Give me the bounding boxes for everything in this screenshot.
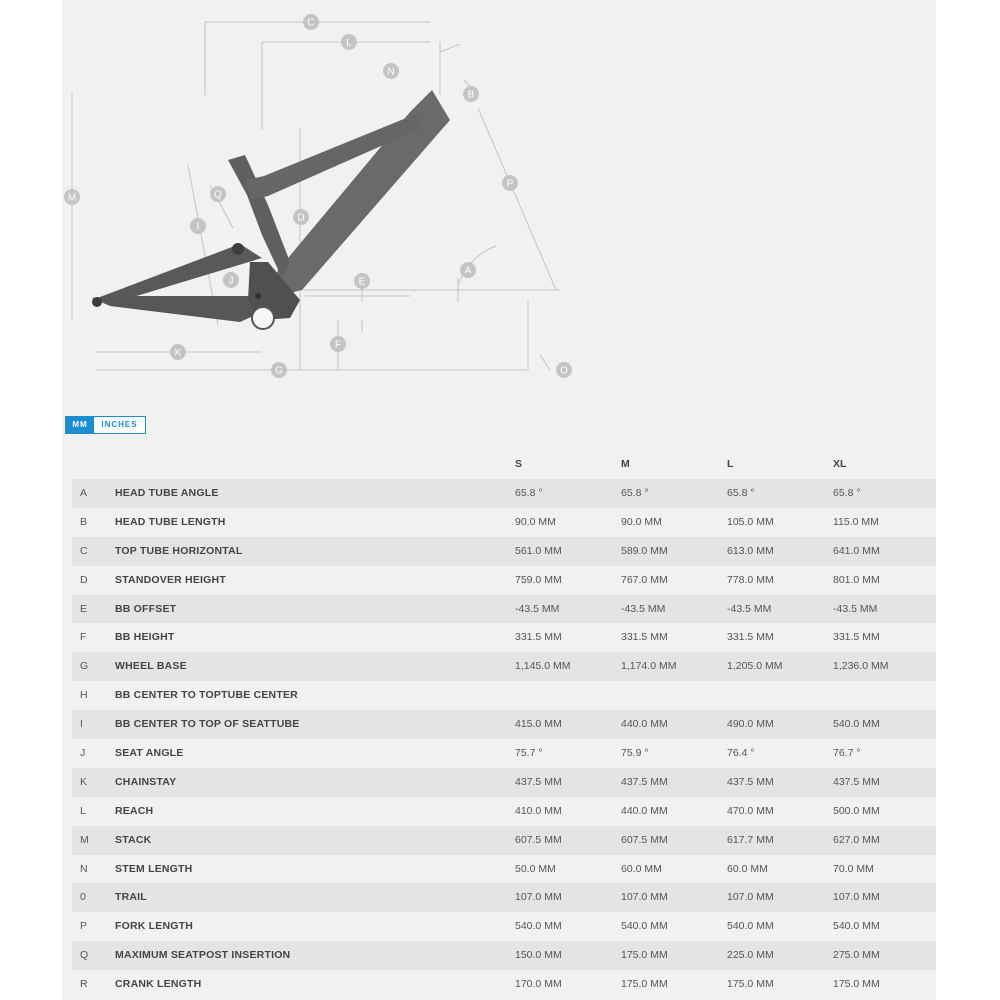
row-code: P [80, 920, 88, 933]
row-value: 490.0 MM [727, 718, 774, 731]
callout-m [64, 189, 80, 205]
row-label: MAXIMUM SEATPOST INSERTION [115, 949, 291, 962]
row-code: B [80, 515, 88, 528]
dimension-lines [72, 22, 560, 370]
callout-k [170, 344, 186, 360]
row-value: 107.0 MM [621, 891, 668, 904]
row-value: 175.0 MM [621, 949, 668, 962]
row-value: -43.5 MM [833, 602, 878, 615]
row-code: R [80, 978, 88, 991]
row-value: 76.7 ° [833, 747, 861, 760]
row-label: WHEEL BASE [115, 660, 187, 673]
row-value: 76.4 ° [727, 747, 755, 760]
row-value: 175.0 MM [621, 978, 668, 991]
row-value: 1,236.0 MM [833, 660, 889, 673]
row-value: 225.0 MM [727, 949, 774, 962]
table-row [72, 652, 936, 681]
row-label: REACH [115, 804, 154, 817]
svg-text:J: J [228, 275, 234, 287]
row-value: 60.0 MM [727, 862, 768, 875]
row-code: N [80, 862, 88, 875]
row-code: D [80, 573, 88, 586]
row-value: 540.0 MM [833, 920, 880, 933]
svg-text:A: A [464, 265, 472, 277]
callout-l [341, 34, 357, 50]
table-row [72, 797, 936, 826]
callout-f [330, 336, 346, 352]
svg-text:E: E [358, 276, 366, 288]
table-row [72, 855, 936, 884]
table-row [72, 970, 936, 999]
table-row [72, 941, 936, 970]
row-value: 437.5 MM [515, 775, 562, 788]
row-code: L [80, 804, 86, 817]
row-value: 440.0 MM [621, 718, 668, 731]
row-code: H [80, 689, 88, 702]
row-code: K [80, 775, 88, 788]
column-header: S [515, 458, 523, 470]
row-value: -43.5 MM [515, 602, 560, 615]
svg-text:C: C [307, 17, 315, 29]
row-value: 107.0 MM [515, 891, 562, 904]
callout-a [460, 262, 476, 278]
row-value: 105.0 MM [727, 515, 774, 528]
callout-e [354, 273, 370, 289]
row-value: 613.0 MM [727, 544, 774, 557]
row-value: 70.0 MM [833, 862, 874, 875]
svg-text:G: G [275, 365, 283, 377]
bike-frame [92, 90, 450, 329]
svg-text:Q: Q [214, 189, 222, 201]
row-value: 540.0 MM [727, 920, 774, 933]
table-body [72, 479, 936, 999]
row-value: 60.0 MM [621, 862, 662, 875]
row-label: HEAD TUBE LENGTH [115, 515, 226, 528]
row-value: 767.0 MM [621, 573, 668, 586]
row-value: 540.0 MM [515, 920, 562, 933]
geometry-table [72, 450, 936, 999]
callout-d [293, 209, 309, 225]
row-code: 0 [80, 891, 86, 904]
row-code: J [80, 747, 86, 760]
callout-c [303, 14, 319, 30]
row-code: G [80, 660, 89, 673]
row-label: BB OFFSET [115, 602, 177, 615]
column-header: M [621, 458, 630, 470]
row-value: 75.7 ° [515, 747, 543, 760]
row-value: 470.0 MM [727, 804, 774, 817]
row-value: 801.0 MM [833, 573, 880, 586]
table-row [72, 566, 936, 595]
table-row [72, 681, 936, 710]
row-label: SEAT ANGLE [115, 747, 184, 760]
row-value: 115.0 MM [833, 515, 879, 528]
callout-j [223, 272, 239, 288]
row-value: 175.0 MM [833, 978, 880, 991]
row-value: 415.0 MM [515, 718, 562, 731]
row-code: I [80, 718, 83, 731]
row-code: C [80, 544, 88, 557]
row-value: 627.0 MM [833, 833, 880, 846]
row-value: 641.0 MM [833, 544, 880, 557]
row-value: 170.0 MM [515, 978, 562, 991]
row-value: 540.0 MM [833, 718, 880, 731]
table-row [72, 710, 936, 739]
table-row [72, 826, 936, 855]
row-value: 617.7 MM [727, 833, 774, 846]
row-value: 561.0 MM [515, 544, 562, 557]
row-value: 500.0 MM [833, 804, 880, 817]
frame-geometry-diagram [0, 0, 1000, 400]
row-code: A [80, 487, 88, 499]
row-value: 331.5 MM [621, 631, 668, 644]
callout-o [556, 362, 572, 378]
row-value: 331.5 MM [727, 631, 774, 644]
row-value: 275.0 MM [833, 949, 880, 962]
row-label: TOP TUBE HORIZONTAL [115, 544, 243, 557]
row-value: 410.0 MM [515, 804, 562, 817]
unit-mm-button[interactable]: MM [66, 417, 94, 433]
row-value: 437.5 MM [621, 775, 668, 788]
row-value: 65.8 ° [833, 487, 861, 499]
table-row [72, 508, 936, 537]
column-header: L [727, 458, 734, 470]
row-value: 331.5 MM [833, 631, 880, 644]
row-label: BB CENTER TO TOPTUBE CENTER [115, 689, 298, 702]
row-value: 589.0 MM [621, 544, 668, 557]
row-value: 437.5 MM [833, 775, 880, 788]
row-value: 759.0 MM [515, 573, 562, 586]
row-value: 65.8 ° [621, 487, 649, 499]
row-value: 607.5 MM [515, 833, 562, 846]
row-value: 440.0 MM [621, 804, 668, 817]
row-label: STANDOVER HEIGHT [115, 573, 226, 586]
row-value: 437.5 MM [727, 775, 774, 788]
row-value: 65.8 ° [515, 487, 543, 499]
row-label: CRANK LENGTH [115, 978, 202, 991]
table-row [72, 883, 936, 912]
row-label: STEM LENGTH [115, 862, 193, 875]
row-label: STACK [115, 833, 152, 846]
row-value: 1,174.0 MM [621, 660, 677, 673]
row-value: 540.0 MM [621, 920, 668, 933]
row-value: 331.5 MM [515, 631, 562, 644]
svg-text:D: D [297, 212, 305, 224]
unit-toggle [65, 416, 146, 434]
row-value: 150.0 MM [515, 949, 562, 962]
row-value: 778.0 MM [727, 573, 774, 586]
row-value: 50.0 MM [515, 862, 556, 875]
row-code: Q [80, 949, 89, 962]
table-row [72, 912, 936, 941]
row-label: TRAIL [115, 891, 147, 904]
row-value: -43.5 MM [727, 602, 772, 615]
column-header: XL [833, 458, 847, 470]
callout-b [463, 86, 479, 102]
callout-q [210, 186, 226, 202]
row-value: 607.5 MM [621, 833, 668, 846]
callout-i [190, 218, 206, 234]
row-value: 90.0 MM [621, 515, 662, 528]
svg-text:M: M [67, 192, 77, 204]
table-row [72, 479, 936, 508]
svg-text:P: P [506, 178, 514, 190]
table-header [72, 450, 936, 479]
row-label: CHAINSTAY [115, 775, 177, 788]
row-label: HEAD TUBE ANGLE [115, 487, 219, 499]
callout-n [383, 63, 399, 79]
callout-g [271, 362, 287, 378]
dimension-callouts [64, 14, 572, 378]
row-value: 1,205.0 MM [727, 660, 783, 673]
row-label: BB HEIGHT [115, 631, 175, 644]
row-code: M [80, 833, 89, 846]
row-code: E [80, 602, 88, 615]
table-row [72, 739, 936, 768]
row-value: 1,145.0 MM [515, 660, 571, 673]
callout-p [502, 175, 518, 191]
row-label: BB CENTER TO TOP OF SEATTUBE [115, 718, 300, 731]
svg-text:F: F [334, 339, 342, 351]
row-value: 107.0 MM [727, 891, 774, 904]
row-value: 90.0 MM [515, 515, 556, 528]
svg-text:I: I [196, 221, 200, 233]
table-row [72, 768, 936, 797]
row-value: 65.8 ° [727, 487, 755, 499]
table-row [72, 537, 936, 566]
table-row [72, 595, 936, 624]
svg-text:L: L [346, 37, 352, 49]
svg-text:B: B [467, 89, 475, 101]
row-value: 75.9 ° [621, 747, 649, 760]
row-value: -43.5 MM [621, 602, 666, 615]
svg-text:K: K [174, 347, 182, 359]
row-label: FORK LENGTH [115, 920, 194, 933]
table-row [72, 623, 936, 652]
row-code: F [80, 631, 87, 644]
svg-text:N: N [387, 66, 395, 78]
row-value: 175.0 MM [727, 978, 774, 991]
row-value: 107.0 MM [833, 891, 880, 904]
svg-text:O: O [560, 365, 568, 377]
unit-inches-button[interactable]: INCHES [94, 417, 145, 433]
